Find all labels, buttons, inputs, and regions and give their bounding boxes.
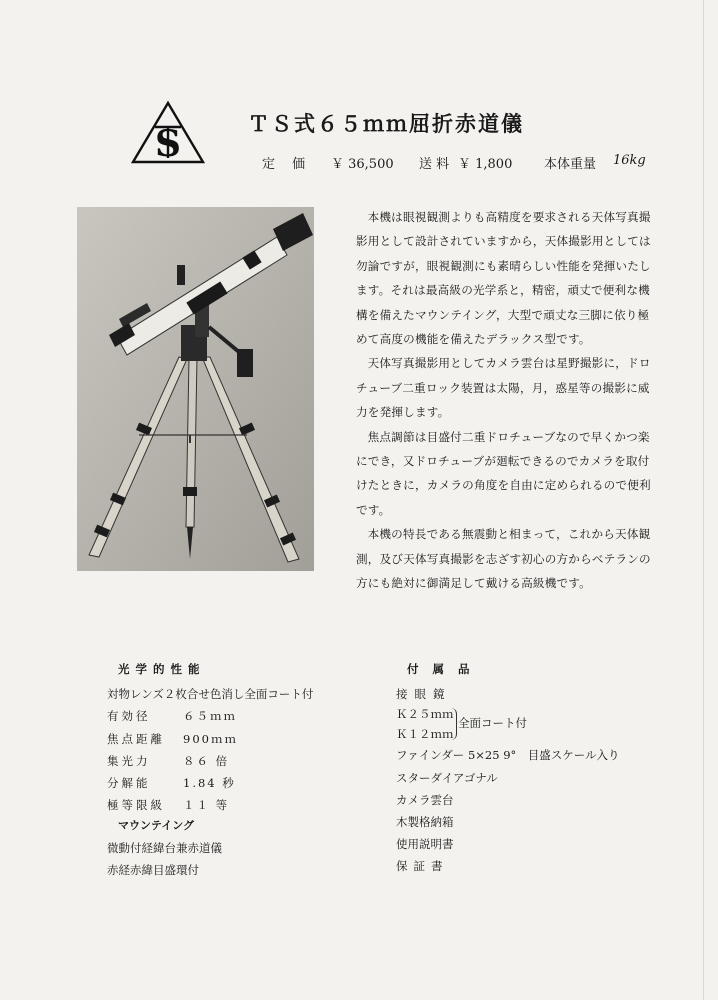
- spec-value: １１ 等: [183, 798, 230, 812]
- eyepiece-item: Ｋ１２ｍｍ: [396, 727, 454, 741]
- accessory-item: カメラ雲台: [396, 793, 454, 807]
- spec-row: [107, 753, 229, 769]
- mount-item: 微動付経緯台兼赤道儀: [107, 841, 222, 855]
- page-edge: [703, 0, 704, 1000]
- spec-value: ６５ｍｍ: [183, 709, 237, 723]
- spec-value: ８６ 倍: [183, 754, 230, 768]
- spec-value: 900ｍｍ: [183, 732, 238, 746]
- accessory-item: 木製格納箱: [396, 815, 454, 829]
- spec-row: [107, 797, 229, 813]
- spec-label: 集光力: [107, 754, 151, 768]
- accessory-item: 保証書: [396, 859, 449, 873]
- svg-text:S: S: [155, 123, 181, 165]
- spec-row: [107, 708, 237, 724]
- optics-heading: 光学的性能: [118, 662, 206, 676]
- weight-label: 本体重量: [544, 157, 597, 172]
- accessory-item: スターダイアゴナル: [396, 771, 498, 785]
- weight-value: 16kg: [613, 153, 646, 168]
- price-label: 定 価: [262, 157, 306, 172]
- postage-value: ￥ 1,800: [458, 157, 513, 172]
- description-paragraph: 焦点調節は目盛付二重ドロチューブなので早くかつ楽にでき，又ドロチューブが廻転できるのでカメラを取付けたときに，カメラの角度を自由に定められるので便利です。: [356, 429, 651, 517]
- spec-label: 極等限級: [107, 798, 165, 812]
- spec-row: [107, 731, 238, 747]
- accessory-item: 使用説明書: [396, 837, 454, 851]
- price-value: ￥ 36,500: [331, 157, 394, 172]
- accessory-item: ファインダー 5×25 9° 目盛スケール入り: [396, 748, 620, 762]
- description-paragraph: 本機は眼視観測よりも高精度を要求される天体写真撮影用として設計されていますから，天体撮影用としては勿論ですが，眼視観測にも素晴らしい性能を発揮いたします。それは最高級の光学系と，精密，頑丈で便利な機構を備えたマウンテイング，大型で頑丈な三脚に依り極めて高度の機能を備えたデラックス型です。: [356, 210, 651, 347]
- brace: [450, 708, 457, 740]
- postage-label: 送 料: [419, 157, 450, 172]
- accessories-heading: 付属品: [407, 662, 484, 676]
- description: [356, 205, 654, 596]
- spec-row: [107, 775, 236, 791]
- objective-lens-spec: 対物レンズ２枚合せ色消し全面コート付: [107, 687, 314, 701]
- mounting-heading: マウンテイング: [118, 819, 195, 832]
- spec-label: 焦点距離: [107, 732, 165, 746]
- description-paragraph: 天体写真撮影用としてカメラ雲台は星野撮影に，ドロチューブ二重ロック装置は太陽，月，惑星等の撮影に威力を発揮します。: [356, 356, 651, 420]
- spec-label: 分解能: [107, 776, 151, 790]
- description-paragraph: 本機の特長である無震動と相まって，これから天体観測，及び天体写真撮影を志ざす初心の方からベテランの方にも絶対に御満足して戴ける高級機です。: [356, 527, 651, 591]
- page-title: ＴＳ式６５ｍｍ屈折赤道儀: [248, 112, 524, 136]
- mount-item: 赤経赤緯目盛環付: [107, 863, 199, 877]
- telescope-photo: [77, 207, 314, 571]
- spec-label: 有効径: [107, 709, 151, 723]
- ts-logo: [130, 100, 206, 166]
- eyepiece-note: 全面コート付: [458, 716, 527, 730]
- spec-value: 1.84 秒: [183, 776, 236, 790]
- eyepiece-item: Ｋ２５ｍｍ: [396, 707, 454, 721]
- eyepiece-label: 接眼鏡: [396, 687, 452, 701]
